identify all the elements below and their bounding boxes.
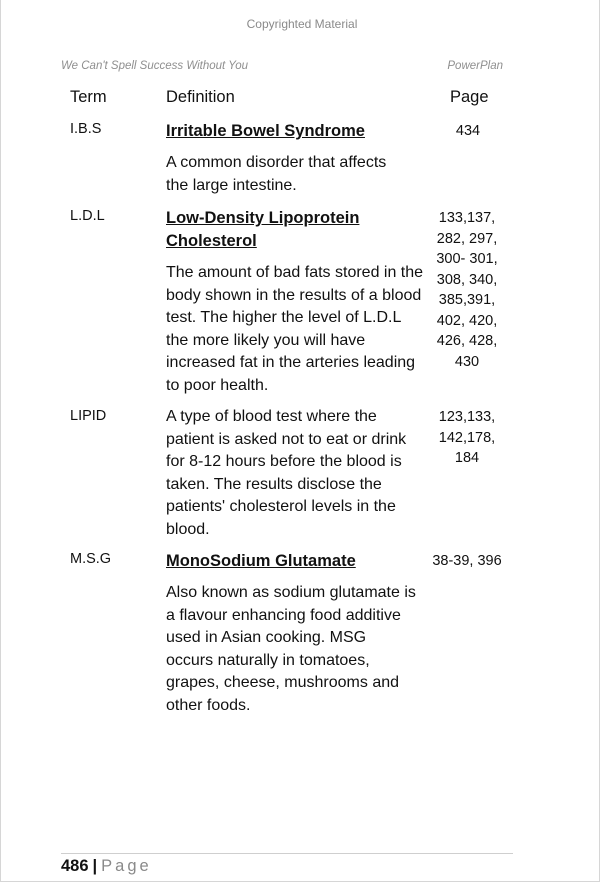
footer-separator: |	[92, 857, 98, 875]
footer-divider	[61, 853, 513, 854]
running-header	[61, 60, 503, 76]
column-header-definition: Definition	[166, 88, 235, 106]
entry-definition	[166, 120, 426, 197]
column-header-page: Page	[450, 88, 489, 106]
page-number: 486	[61, 857, 89, 875]
entry-pages: 133,137, 282, 297, 300- 301, 308, 340, 385,391, 402, 420, 426, 428, 430	[436, 210, 498, 370]
entry-body: The amount of bad fats stored in the body shown in the results of a blood test. The higher the level of L.D.L the more likely you will have increased fat in the arteries leading to poor health.	[166, 264, 424, 394]
entry-term: I.B.S	[70, 121, 102, 137]
running-header-title: We Can't Spell Success Without You	[61, 60, 249, 72]
page-footer	[61, 857, 152, 876]
entry-term: M.S.G	[70, 551, 112, 567]
entry-title: MonoSodium Glutamate	[166, 552, 356, 570]
entry-pages: 434	[455, 123, 481, 139]
entry-definition	[166, 550, 426, 717]
copyright-notice: Copyrighted Material	[246, 17, 358, 31]
entry-pages: 123,133, 142,178, 184	[438, 409, 496, 466]
entry-term: LIPID	[70, 408, 107, 424]
entry-pages: 38-39, 396	[432, 553, 502, 569]
entry-title: Low-Density Lipoprotein Cholesterol	[166, 209, 360, 250]
entry-definition	[166, 406, 426, 541]
entry-title: Irritable Bowel Syndrome	[166, 122, 365, 140]
page-word: Page	[101, 857, 152, 875]
entry-body: A type of blood test where the patient is asked not to eat or drink for 8-12 hours before the blood is taken. The results disclose the patients' cholesterol levels in the blood.	[166, 408, 407, 538]
running-header-book: PowerPlan	[447, 60, 503, 72]
entry-term: L.D.L	[70, 208, 105, 224]
entry-definition	[166, 207, 426, 397]
column-header-term: Term	[70, 88, 107, 106]
entry-body: A common disorder that affects the large intestine.	[166, 154, 387, 194]
entry-body: Also known as sodium glutamate is a flavour enhancing food additive used in Asian cooking. MSG occurs naturally in tomatoes, grapes, cheese, mushrooms and other foods.	[166, 584, 416, 714]
